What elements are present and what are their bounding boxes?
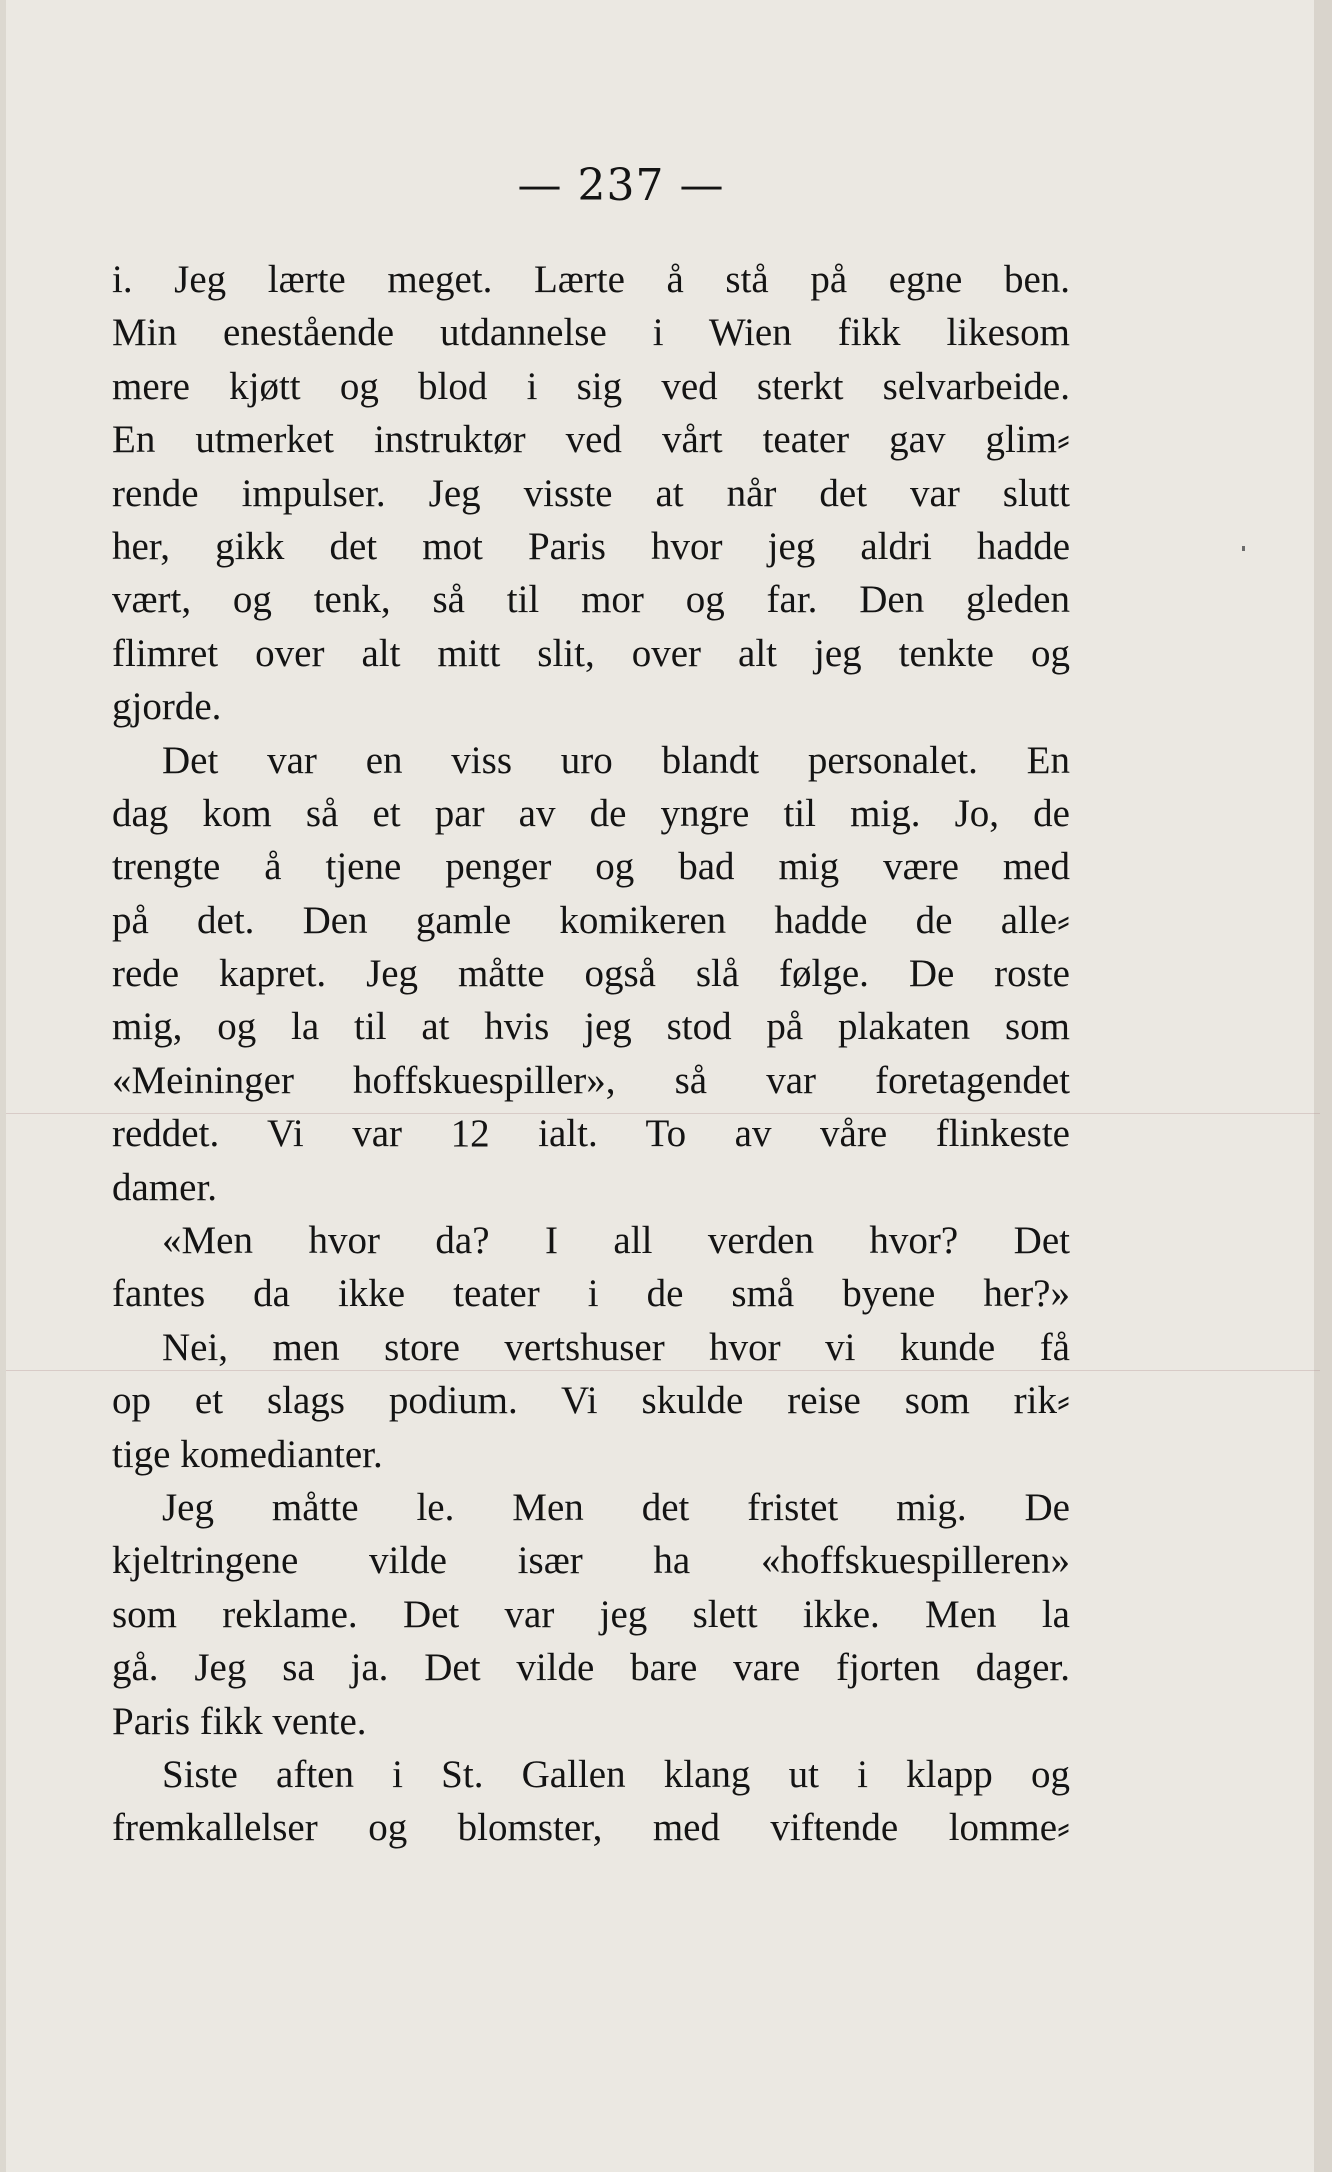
text-line: her, gikk det mot Paris hvor jeg aldri hadde [112, 524, 1070, 568]
text-line: gå. Jeg sa ja. Det vilde bare vare fjorten dager. [112, 1646, 1070, 1690]
text-line: kjeltringene vilde især ha «hoffskuespilleren» [112, 1539, 1070, 1583]
text-line: reddet. Vi var 12 ialt. To av våre flinkeste [112, 1112, 1070, 1156]
body-text [112, 253, 1070, 1855]
text-line: Jeg måtte le. Men det fristet mig. De [162, 1485, 1070, 1529]
text-line: flimret over alt mitt slit, over alt jeg tenkte og [112, 631, 1070, 675]
page-number: — 237 — [517, 160, 725, 211]
text-line: «Men hvor da? I all verden hvor? Det [162, 1219, 1070, 1263]
text-line: vært, og tenk, så til mor og far. Den gleden [112, 578, 1070, 622]
text-line: fremkallelser og blomster, med viftende lomme⸗ [112, 1806, 1070, 1850]
text-line: mig, og la til at hvis jeg stod på plakaten som [112, 1005, 1070, 1049]
text-line: som reklame. Det var jeg slett ikke. Men la [112, 1592, 1070, 1636]
text-line: Paris fikk vente. [112, 1699, 367, 1743]
text-line: rende impulser. Jeg visste at når det var slutt [112, 471, 1070, 515]
text-line: rede kapret. Jeg måtte også slå følge. De roste [112, 952, 1070, 996]
text-line: fantes da ikke teater i de små byene her?» [112, 1272, 1070, 1316]
text-line: op et slags podium. Vi skulde reise som rik⸗ [112, 1379, 1070, 1423]
text-line: Min enestående utdannelse i Wien fikk likesom [112, 311, 1070, 355]
text-line: Siste aften i St. Gallen klang ut i klapp og [162, 1752, 1070, 1796]
text-line: «Meininger hoffskuespiller», så var foretagendet [112, 1058, 1070, 1102]
text-line: damer. [112, 1165, 218, 1209]
text-line: dag kom så et par av de yngre til mig. Jo, de [112, 791, 1070, 835]
text-line: Det var en viss uro blandt personalet. En [162, 738, 1070, 782]
text-line: Nei, men store vertshuser hvor vi kunde få [162, 1325, 1070, 1369]
text-line: tige komedianter. [112, 1432, 383, 1476]
text-line: gjorde. [112, 685, 222, 729]
text-line: mere kjøtt og blod i sig ved sterkt selvarbeide. [112, 364, 1070, 408]
text-line: trengte å tjene penger og bad mig være med [112, 845, 1070, 889]
text-line: i. Jeg lærte meget. Lærte å stå på egne ben. [112, 258, 1070, 301]
text-line: En utmerket instruktør ved vårt teater gav glim⸗ [112, 418, 1070, 462]
margin-mark [1242, 546, 1245, 551]
text-line: på det. Den gamle komikeren hadde de alle⸗ [112, 898, 1070, 942]
